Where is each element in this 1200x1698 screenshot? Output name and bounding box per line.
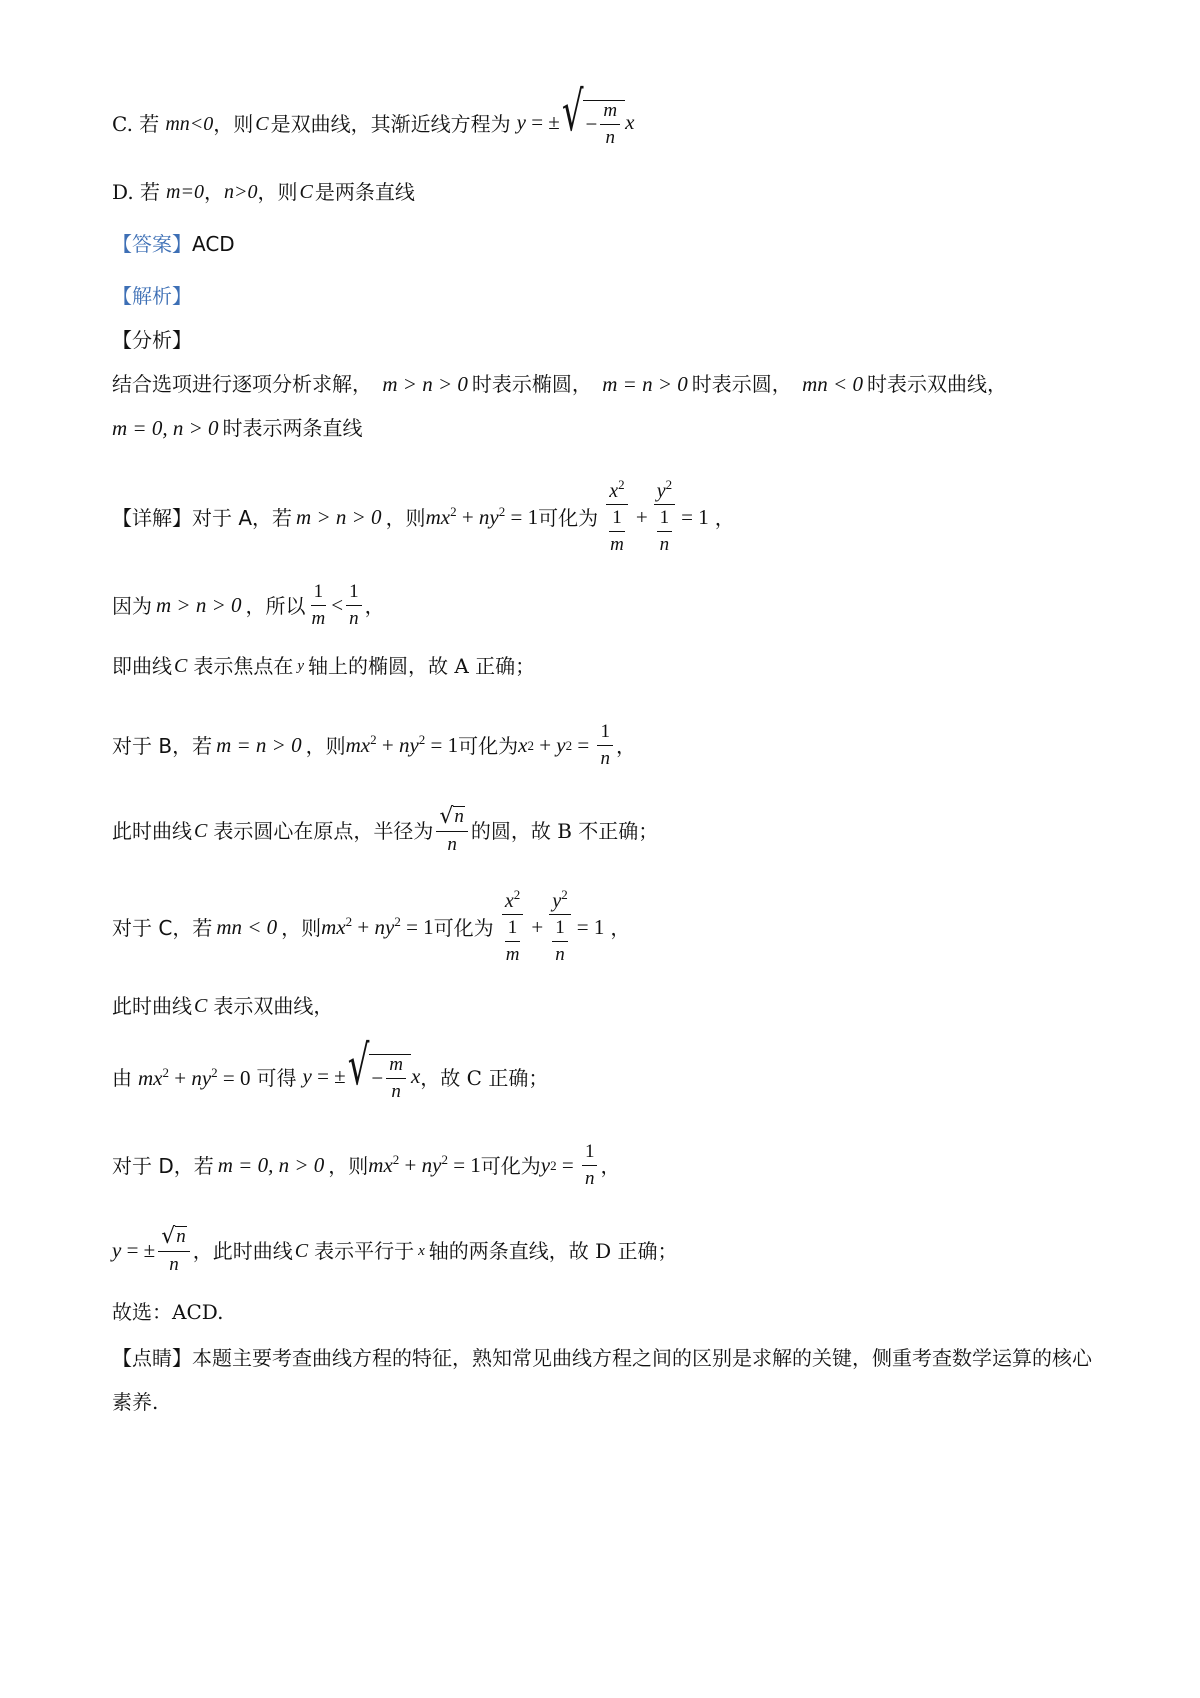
equation-zero: $mx^2 + ny^2 = 0$	[138, 1064, 251, 1090]
dianjing-tag: 【点睛】	[112, 1346, 192, 1370]
detail-d2-mid2: 表示平行于	[314, 1238, 415, 1263]
lines-formula: y = ± √ n n	[112, 1226, 193, 1276]
detail-d-intro: 对于 D，若	[112, 1153, 214, 1178]
answer-line	[112, 232, 1100, 256]
detail-a2-line	[112, 582, 1100, 630]
detail-d2-line	[112, 1226, 1100, 1276]
fenxi-tag: 【分析】	[112, 328, 192, 352]
fenxi-text-4: 时表示两条直线	[222, 416, 363, 440]
fenxi-text-1: 时表示椭圆，	[471, 372, 592, 396]
detail-a-line	[112, 477, 1100, 556]
detail-c3-pre: 由	[112, 1066, 132, 1091]
circle-form: x 2 + y 2 = $\frac{1}{n}$	[518, 722, 616, 770]
option-d-sep: ，	[204, 180, 224, 204]
asymptote-formula: y = ± √ − $\frac{m}{n}$ x	[516, 80, 635, 148]
fenxi-paragraph	[112, 362, 1100, 450]
detail-a3-pre: 即曲线	[112, 654, 172, 678]
can-be-text: 可化为	[480, 1153, 541, 1178]
detail-d-line	[112, 1142, 1100, 1190]
detail-tag: 【详解】	[112, 505, 192, 530]
option-d-condition-2: n>0	[224, 181, 258, 203]
detail-b-then: ，则	[305, 733, 346, 758]
curve-symbol: C	[255, 113, 269, 136]
detail-c2-line	[112, 994, 1100, 1018]
curve-symbol: C	[194, 819, 208, 842]
detail-d-cond: m = 0, n > 0	[217, 1153, 325, 1178]
curve-symbol: C	[174, 655, 188, 677]
fenxi-text-3: 时表示双曲线，	[866, 372, 1007, 396]
dianjing-text: 本题主要考查曲线方程的特征，熟知常见曲线方程之间的区别是求解的关键，侧重考查数学运算的核心素养.	[112, 1346, 1092, 1414]
detail-b2-pre: 此时曲线	[112, 818, 192, 843]
answer-value: ACD	[192, 232, 235, 256]
detail-a-intro: 对于 A，若	[192, 505, 293, 530]
detail-a2-cond: m > n > 0	[156, 593, 242, 618]
comma: ，	[714, 505, 735, 530]
detail-d2-post: 轴的两条直线，故 D 正确；	[428, 1238, 678, 1263]
detail-d-then: ，则	[328, 1153, 369, 1178]
detail-a-then: ，则	[385, 505, 426, 530]
fenxi-cond-1: m > n > 0	[382, 372, 468, 396]
option-c-text: ，则	[213, 112, 254, 137]
detail-b-intro: 对于 B，若	[112, 733, 213, 758]
option-c	[112, 80, 1100, 149]
analysis-tag: 【解析】	[112, 284, 192, 308]
comma: ，	[610, 915, 631, 940]
detail-c3-post: ，故 C 正确；	[420, 1066, 549, 1091]
detail-b2-post: 的圆，故 B 不正确；	[470, 818, 659, 843]
detail-c-line	[112, 887, 1100, 966]
equation-mx2-ny2: $mx^2 + ny^2 = 1$	[368, 1152, 481, 1178]
comma: ，	[600, 1153, 621, 1178]
detail-c-cond: mn < 0	[216, 915, 278, 940]
detail-c2-text: 表示双曲线，	[213, 994, 334, 1018]
asymptote-formula-2: y = ± √ − $\frac{m}{n}$ x	[302, 1034, 421, 1102]
option-d-condition-1: m=0	[166, 181, 204, 203]
axis-y: y	[297, 658, 305, 674]
inequality-1m-1n: $\frac{1}{m}$ < $\frac{1}{n}$	[306, 582, 365, 630]
can-be-text: 可化为	[458, 733, 519, 758]
equation-mx2-ny2: $mx^2 + ny^2 = 1$	[321, 914, 434, 940]
axis-x: x	[418, 1242, 425, 1259]
detail-a3-mid: 表示焦点在	[193, 654, 294, 678]
curve-symbol: C	[194, 995, 208, 1017]
comma: ，	[615, 733, 636, 758]
detail-c-then: ，则	[281, 915, 322, 940]
comma: ，	[364, 593, 385, 618]
dianjing-paragraph	[112, 1336, 1100, 1424]
detail-c3-line	[112, 1034, 1100, 1103]
ellipse-standard-form: $\frac{x^2}{\frac{1}{m}}$ + $\frac{y^2}{\frac{1}{n}}$ = 1	[598, 480, 709, 556]
fenxi-text-2: 时表示圆，	[691, 372, 792, 396]
fenxi-cond-2: m = n > 0	[602, 372, 688, 396]
fenxi-cond-4: m = 0, n > 0	[112, 416, 219, 440]
option-d-text2: 是两条直线	[314, 180, 415, 204]
curve-symbol: C	[299, 181, 313, 203]
fenxi-text: 结合选项进行逐项分析求解，	[112, 372, 372, 396]
answer-tag: 【答案】	[112, 232, 192, 256]
detail-d2-mid: ，此时曲线	[192, 1238, 293, 1263]
option-c-condition: mn<0	[165, 113, 214, 136]
analysis-tag-line	[112, 284, 1100, 308]
curve-symbol: C	[294, 1239, 309, 1262]
option-c-text2: 是双曲线，其渐近线方程为	[270, 112, 511, 137]
fenxi-tag-line	[112, 328, 1100, 352]
choice-line	[112, 1300, 1100, 1324]
choice-text: 故选：ACD.	[112, 1300, 224, 1324]
detail-a-cond: m > n > 0	[296, 505, 382, 530]
fenxi-cond-3: mn < 0	[802, 372, 863, 396]
y-squared-form: y 2 = $\frac{1}{n}$	[541, 1142, 601, 1190]
detail-a2-mid: ，所以	[245, 593, 306, 618]
detail-b-cond: m = n > 0	[216, 733, 302, 758]
option-d-text: ，则	[257, 180, 298, 204]
equation-mx2-ny2: $mx^2 + ny^2 = 1$	[345, 732, 459, 758]
hyperbola-standard-form: $\frac{x^2}{\frac{1}{m}}$ + $\frac{y^2}{\frac{1}{n}}$ = 1	[494, 890, 605, 966]
detail-a3-line	[112, 654, 1100, 678]
detail-c2-pre: 此时曲线	[112, 994, 192, 1018]
detail-c-intro: 对于 C，若	[112, 915, 213, 940]
detail-a3-post: 轴上的椭圆，故 A 正确；	[308, 654, 536, 678]
can-be-text: 可化为	[433, 915, 494, 940]
radius-formula: √ n n	[433, 806, 471, 856]
detail-c3-mid: 可得	[256, 1066, 297, 1091]
can-be-text: 可化为	[538, 505, 599, 530]
detail-b2-mid: 表示圆心在原点，半径为	[213, 818, 434, 843]
option-d	[112, 180, 1100, 204]
equation-mx2-ny2: $mx^2 + ny^2 = 1$	[425, 504, 539, 530]
option-c-label: C. 若	[112, 112, 160, 137]
detail-b2-line	[112, 806, 1100, 856]
option-d-label: D. 若	[112, 180, 161, 204]
detail-a2-pre: 因为	[112, 593, 152, 618]
detail-b-line	[112, 722, 1100, 770]
